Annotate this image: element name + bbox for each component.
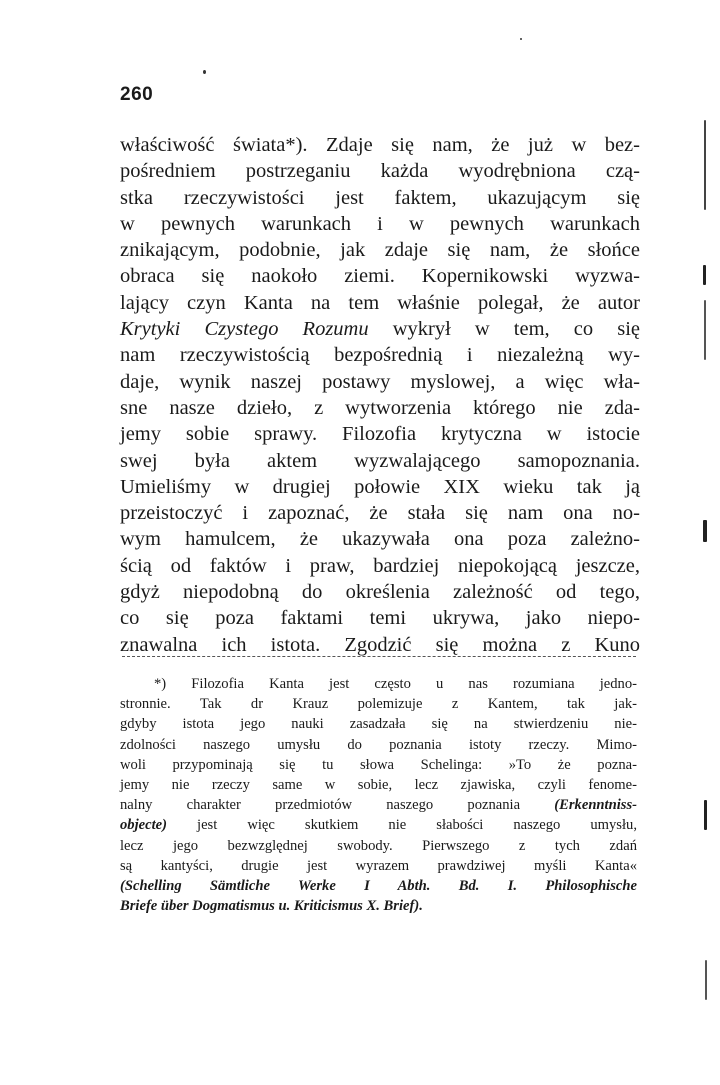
footnote-line: [120, 795, 637, 815]
footnote-italic: (Erkenntniss-: [554, 797, 637, 814]
page-number: 260: [120, 84, 154, 105]
text-line: znawalna ich istota. Zgodzić się można z Kuno: [120, 633, 640, 656]
book-title: Krytyki Czystego Rozumu: [120, 318, 369, 341]
text-line: co się poza faktami temi ukrywa, jako niepo-: [120, 607, 640, 630]
scan-artifact: [703, 265, 706, 285]
text-line: wym hamulcem, że ukazywała ona poza zależno-: [120, 528, 640, 551]
text-line: nam rzeczywistością bezpośrednią i niezależną wy-: [120, 344, 640, 367]
footnote-line: woli przypominają się tu słowa Schelinga: »To że pozna-: [120, 756, 637, 773]
text-line: stka rzeczywistości jest faktem, ukazującym się: [120, 186, 640, 209]
footnote-line-rest: jest więc skutkiem nie słabości naszego umysłu,: [167, 817, 637, 834]
footnote: [120, 674, 637, 916]
main-text: [120, 132, 640, 658]
text-line: sne nasze dzieło, z wytworzenia którego nie zda-: [120, 396, 640, 419]
footnote-line: stronnie. Tak dr Krauz polemizuje z Kantem, tak jak-: [120, 696, 637, 713]
scan-artifact: [704, 300, 706, 360]
footnote-line: *) Filozofia Kanta jest często u nas rozumiana jedno-: [154, 676, 637, 692]
scan-speck: [203, 70, 206, 74]
footnote-line: gdyby istota jego nauki zasadzała się na stwierdzeniu nie-: [120, 716, 637, 733]
text-line: gdyż niepodobną do określenia zależność od tego,: [120, 581, 640, 604]
footnote-line: lecz jego bezwzględnej swobody. Pierwszego z tych zdań: [120, 837, 637, 854]
text-line-with-title: [120, 316, 640, 342]
scan-artifact: [704, 800, 707, 830]
text-line: właściwość świata*). Zdaje się nam, że już w bez-: [120, 134, 640, 156]
footnote-divider: [122, 656, 636, 661]
scan-artifact: [703, 520, 707, 542]
footnote-line-text: nalny charakter przedmiotów naszego poznania: [120, 797, 521, 814]
text-line: obraca się naokoło ziemi. Kopernikowski wyzwa-: [120, 265, 640, 288]
text-line: w pewnych warunkach i w pewnych warunkach: [120, 212, 640, 235]
text-line-rest: wykrył w tem, co się: [368, 318, 640, 341]
footnote-citation: Briefe über Dogmatismus u. Kriticismus X. Brief).: [120, 898, 423, 915]
footnote-citation: (Schelling Sämtliche Werke I Abth. Bd. I. Philosophische: [120, 877, 637, 894]
scan-artifact: [704, 120, 706, 210]
text-line: pośredniem postrzeganiu każda wyodrębniona czą-: [120, 160, 640, 183]
text-line: przeistoczyć i zapoznać, że stała się nam ona no-: [120, 502, 640, 525]
scan-speck: [520, 38, 522, 40]
scan-artifact: [705, 960, 707, 1000]
footnote-line: są kantyści, drugie jest wyrazem prawdziwej myśli Kanta«: [120, 857, 637, 874]
text-line: swej była aktem wyzwalającego samopoznania.: [120, 449, 640, 472]
footnote-line: [120, 815, 637, 835]
footnote-line: jemy nie rzeczy same w sobie, lecz zjawiska, czyli fenome-: [120, 776, 637, 793]
text-line: ścią od faktów i praw, bardziej niepokojącą jeszcze,: [120, 554, 640, 577]
text-line: jemy sobie sprawy. Filozofia krytyczna w istocie: [120, 423, 640, 446]
text-line: lający czyn Kanta na tem właśnie polegał, że autor: [120, 291, 640, 314]
text-line: daje, wynik naszej postawy myslowej, a więc wła-: [120, 370, 640, 393]
text-line: Umieliśmy w drugiej połowie XIX wieku tak ją: [120, 475, 640, 498]
footnote-line: zdolności naszego umysłu do poznania istoty rzeczy. Mimo-: [120, 736, 637, 753]
footnote-italic: objecte): [120, 817, 167, 834]
text-line: znikającym, podobnie, jak zdaje się nam, że słońce: [120, 239, 640, 262]
